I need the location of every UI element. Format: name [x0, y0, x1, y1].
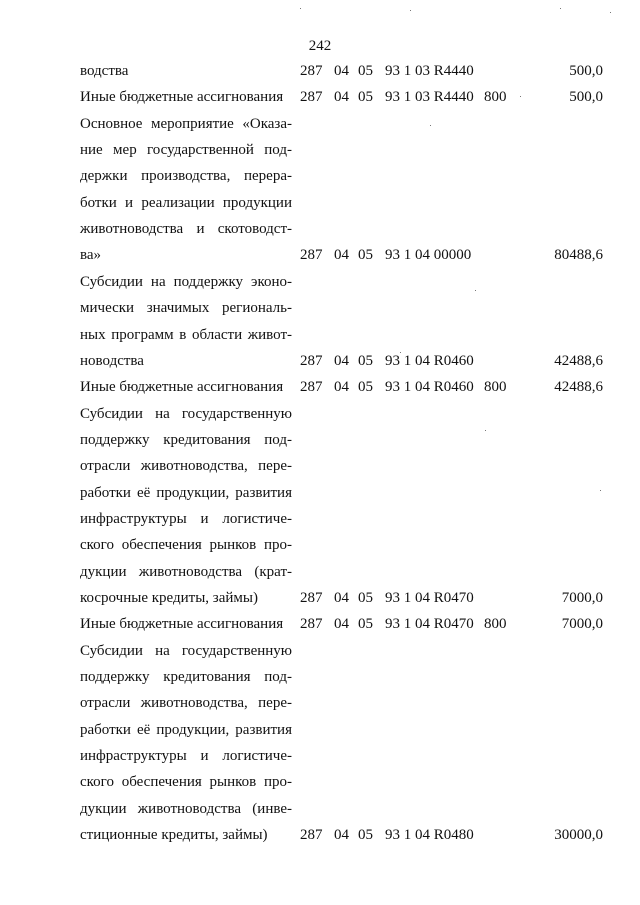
cell-pr: 05 — [358, 89, 373, 106]
table-row — [0, 453, 640, 479]
cell-ved: 287 — [300, 63, 323, 79]
table-row — [0, 242, 640, 268]
cell-ved: 287 — [300, 590, 323, 606]
table-row — [0, 84, 640, 110]
cell-ved: 287 — [300, 827, 323, 844]
cell-csr: 93 1 04 R0480 — [385, 827, 474, 844]
scan-speck — [485, 430, 486, 431]
cell-ved: 287 — [300, 616, 323, 633]
row-description: Иные бюджетные ассигнования — [80, 616, 284, 633]
scan-speck — [560, 8, 561, 9]
table-row — [0, 717, 640, 743]
table-row — [0, 769, 640, 795]
row-description: ского обеспечения рынков про- — [80, 774, 292, 791]
cell-ved: 287 — [300, 89, 323, 106]
row-description: работки её продукции, развития — [80, 721, 292, 738]
cell-sum: 7000,0 — [561, 590, 603, 606]
table-row — [0, 480, 640, 506]
scan-speck — [400, 352, 401, 353]
table-row — [0, 743, 640, 769]
cell-csr: 93 1 04 00000 — [385, 247, 472, 264]
table-row — [0, 401, 640, 427]
cell-rz: 04 — [334, 247, 349, 264]
table-row — [0, 585, 640, 611]
table-row — [0, 822, 640, 848]
cell-pr: 05 — [358, 590, 373, 606]
row-description: Иные бюджетные ассигнования — [80, 89, 284, 106]
cell-pr: 05 — [358, 379, 373, 396]
cell-pr: 05 — [358, 827, 373, 844]
row-description: стиционные кредиты, займы) — [80, 827, 268, 844]
row-description: инфраструктуры и логистиче- — [80, 748, 292, 765]
row-description: дукции животноводства (инве- — [80, 800, 292, 817]
row-description: ных программ в области живот- — [80, 326, 292, 343]
row-description: водства — [80, 63, 129, 79]
row-description: мически значимых региональ- — [80, 300, 292, 317]
row-description: косрочные кредиты, займы) — [80, 590, 258, 606]
row-description: ботки и реализации продукции — [80, 194, 292, 211]
row-description: ние мер государственной под- — [80, 142, 292, 159]
row-description: животноводства и скотоводст- — [80, 221, 292, 238]
row-description: поддержку кредитования под- — [80, 431, 292, 448]
scan-speck — [520, 96, 521, 97]
cell-rz: 04 — [334, 827, 349, 844]
cell-sum: 500,0 — [569, 89, 603, 106]
row-description: держки производства, перера- — [80, 168, 292, 185]
table-row — [0, 611, 640, 637]
cell-rz: 04 — [334, 379, 349, 396]
cell-sum: 42488,6 — [554, 379, 603, 396]
scan-speck — [600, 490, 601, 491]
cell-vr: 800 — [484, 379, 507, 396]
table-row — [0, 690, 640, 716]
cell-rz: 04 — [334, 590, 349, 606]
row-description: новодства — [80, 352, 144, 369]
cell-csr: 93 1 03 R4440 — [385, 89, 474, 106]
cell-sum: 7000,0 — [561, 616, 603, 633]
page-number: 242 — [308, 38, 332, 54]
table-row — [0, 559, 640, 585]
row-description: инфраструктуры и логистиче- — [80, 510, 292, 527]
cell-pr: 05 — [358, 616, 373, 633]
cell-csr: 93 1 04 R0460 — [385, 379, 474, 396]
scan-speck — [475, 290, 476, 291]
cell-pr: 05 — [358, 352, 373, 369]
table-row — [0, 506, 640, 532]
table-row — [0, 348, 640, 374]
row-description: Субсидии на поддержку эконо- — [80, 273, 292, 290]
cell-csr: 93 1 04 R0470 — [385, 616, 474, 633]
cell-sum: 30000,0 — [554, 827, 603, 844]
row-description: Субсидии на государственную — [80, 642, 292, 659]
cell-csr: 93 1 04 R0460 — [385, 352, 474, 369]
table-row — [0, 137, 640, 163]
cell-rz: 04 — [334, 63, 349, 79]
table-row — [0, 532, 640, 558]
scan-speck — [610, 12, 611, 13]
row-description: отрасли животноводства, пере- — [80, 458, 292, 475]
table-row — [0, 58, 640, 84]
table-row — [0, 269, 640, 295]
cell-ved: 287 — [300, 379, 323, 396]
table-row — [0, 796, 640, 822]
table-row — [0, 111, 640, 137]
table-row — [0, 638, 640, 664]
cell-rz: 04 — [334, 616, 349, 633]
cell-vr: 800 — [484, 616, 507, 633]
cell-ved: 287 — [300, 352, 323, 369]
cell-sum: 42488,6 — [554, 352, 603, 369]
table-row — [0, 322, 640, 348]
row-description: отрасли животноводства, пере- — [80, 695, 292, 712]
cell-csr: 93 1 03 R4440 — [385, 63, 474, 79]
table-row — [0, 664, 640, 690]
table-row — [0, 163, 640, 189]
table-row — [0, 427, 640, 453]
table-row — [0, 374, 640, 400]
cell-pr: 05 — [358, 247, 373, 264]
row-description: поддержку кредитования под- — [80, 669, 292, 686]
table-row — [0, 295, 640, 321]
cell-vr: 800 — [484, 89, 507, 106]
row-description: Иные бюджетные ассигнования — [80, 379, 284, 396]
cell-rz: 04 — [334, 352, 349, 369]
scan-speck — [300, 8, 301, 9]
scan-speck — [410, 10, 411, 11]
cell-csr: 93 1 04 R0470 — [385, 590, 474, 606]
row-description: ского обеспечения рынков про- — [80, 537, 292, 554]
table-row — [0, 216, 640, 242]
cell-ved: 287 — [300, 247, 323, 264]
row-description: Основное мероприятие «Оказа- — [80, 115, 292, 132]
table-row — [0, 190, 640, 216]
row-description: дукции животноводства (крат- — [80, 563, 292, 580]
scan-speck — [430, 125, 431, 126]
row-description: ва» — [80, 247, 102, 264]
row-description: Субсидии на государственную — [80, 405, 292, 422]
row-description: работки её продукции, развития — [80, 484, 292, 501]
cell-sum: 500,0 — [569, 63, 603, 79]
cell-rz: 04 — [334, 89, 349, 106]
cell-sum: 80488,6 — [554, 247, 603, 264]
cell-pr: 05 — [358, 63, 373, 79]
